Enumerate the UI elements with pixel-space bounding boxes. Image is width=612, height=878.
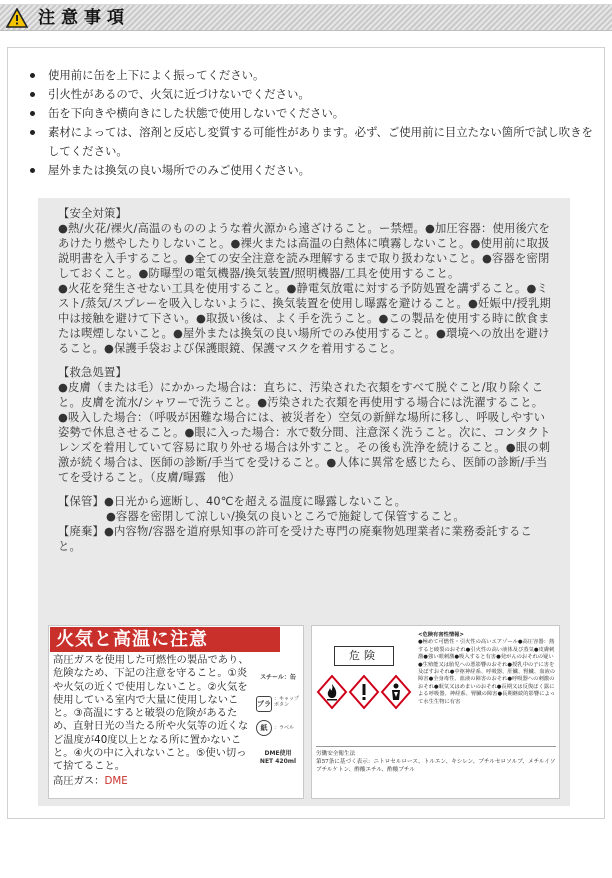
first-aid [58,365,553,485]
law-text: 第57条に基づく表示：ニトロセルロース、トルエン、キシレン、ブチルセロソルブ、メチルイソブチルケトン、酢酸エチル、酢酸ブチル [316,759,556,773]
list-item: 使用前に缶を上下によく振ってください。 [28,66,598,85]
safety-measures-heading: 【安全対策】 [58,207,127,220]
dme-use-text [254,750,302,766]
safety-measures-text: ●熱/火花/裸火/高温のもののような着火源から遠ざけること。ー禁煙。●加圧容器：使用後穴をあけたり燃やしたりしないこと。●裸火または高温の白熱体に噴霧しないこと。●使用前に取扱説明書を入手すること。●全ての安全注意を読み理解するまで取り扱わないこと。●容器を密閉しておくこと。●防曝型の電気機器/換気装置/照明機器/工具を使用すること。 [58,222,551,280]
hazard-info [418,632,556,706]
plastic-recycle-icon: プラ [256,696,272,712]
notes-frame [7,47,605,819]
paper-recycle-icon: 紙 [256,720,272,736]
list-item: 素材によっては、溶剤と反応し変質する可能性があります。必ず、ご使用前に目立たない箇所で試し吹きをしてください。 [28,123,598,161]
flame-icon [318,676,346,708]
fire-warning-body [53,654,253,788]
warning-triangle-icon [6,8,28,28]
hazard-text: ●極めて可燃性・引火性の高いエアゾール●高圧容器：熱すると破裂のおそれ●引火性の高い液体及び蒸気●皮膚刺激●強い眼刺激●吸入すると有害●発がんのおそれの疑い●生殖能又は胎児への悪影響のおそれ●授乳中の子に害を及ぼすおそれ●中枢神経系、呼吸器、肝臓、腎臓、血液の障害●全身毒性、血液の障害のおそれ●呼吸器への刺激のおそれ●眠気又はめまいのおそれ●長期又は反復ばく露による呼吸器、神経系、腎臓の障害●長期継続的影響によって水生生物に有害 [418,639,556,705]
label-text: ：ラベル [274,725,295,731]
recycle-marks [254,654,302,794]
safety-measures-text-2: ●火花を発生させない工具を使用すること。●静電気放電に対する予防処置を講ずること。●ミスト/蒸気/スプレーを吸入しないように、換気装置を使用し曝露を避けること。●妊娠中/授乳期中は接触を避けて下さい。●取扱い後は、よく手を洗うこと。●この製品を使用する時に飲食または喫煙しないこと。●屋外または換気の良い場所でのみ使用すること。●環境への放出を避けること。●保護手袋および保護眼鏡、保護マスクを着用すること。 [58,282,551,355]
list-item: 缶を下向きや横向きにした状態で使用しないでください。 [28,104,598,123]
gas-line [53,775,253,788]
ghs-pictograms [316,674,412,710]
first-aid-heading: 【救急処置】 [58,366,127,379]
product-label-panel [38,198,570,806]
health-hazard-icon [382,676,410,708]
page-header [0,4,612,31]
safety-text [58,206,553,554]
safety-measures [58,206,553,356]
law-info [316,746,556,774]
list-item: 引火性があるので、火気に近づけないでください。 [28,85,598,104]
signal-word: 危険 [334,646,394,666]
label-bottom-row [48,625,560,799]
exclamation-icon [350,676,378,708]
list-item: 屋外または換気の良い場所でのみご使用ください。 [28,161,598,180]
storage-disposal [58,494,553,554]
storage-line-2: ●容器を密閉して涼しい/換気の良いところで施錠して保管すること。 [106,510,465,523]
fire-warning-title: 火気と高温に注意 [50,627,280,652]
steel-can-text: スチール：缶 [260,674,296,681]
cap-text: ：キャップ ボタン [274,696,300,708]
notes-list [28,66,598,180]
law-heading: 労働安全衛生法 [316,751,356,757]
storage-line-1: 【保管】●日光から遮断し、40℃を超える温度に曝露しないこと。 [58,495,407,508]
fire-warning-label [48,625,304,799]
disposal-text: 【廃棄】●内容物/容器を道府県知事の許可を受けた専門の廃棄物処理業者に業務委託すること。 [58,525,532,553]
page-title: 注意事項 [38,8,130,28]
first-aid-text: ●皮膚（または毛）にかかった場合は：直ちに、汚染された衣類をすべて脱ぐこと/取り除くこと。皮膚を流水/シャワーで洗うこと。●汚染された衣類を再使用する場合には洗濯すること。●吸入した場合：（呼吸が困難な場合には、被災者を）空気の新鮮な場所に移し、呼吸しやすい姿勢で休息させること。●眼に入った場合：水で数分間、注意深く洗うこと。次に、コンタクトレンズを着用していて容易に取り外せる場合は外すこと。その後も洗浄を続けること。●眼の刺激が続く場合は、医師の診断/手当てを受けること。●人体に異常を感じたら、医師の診断/手当てを受けること。（皮膚/曝露 他） [58,381,551,484]
gas-label: 高圧ガス： [53,774,105,787]
gas-value: DME [104,774,128,787]
dme-use: DME使用 [264,750,292,757]
net-volume: NET 420ml [259,758,297,765]
ghs-label [311,625,560,799]
fire-warning-text: 高圧ガスを使用した可燃性の製品であり、危険なため、下記の注意を守ること。①炎や火気の近くで使用しないこと。②火気を使用している室内で大量に使用しないこと。③高温にすると破裂の危険があるため、直射日光の当たる所や火気等の近くなど温度が40度以上となる所に置かないこと。④火の中に入れないこと。⑤使い切って捨てること。 [53,654,249,773]
hazard-heading: <危険有害性情報> [418,632,464,638]
